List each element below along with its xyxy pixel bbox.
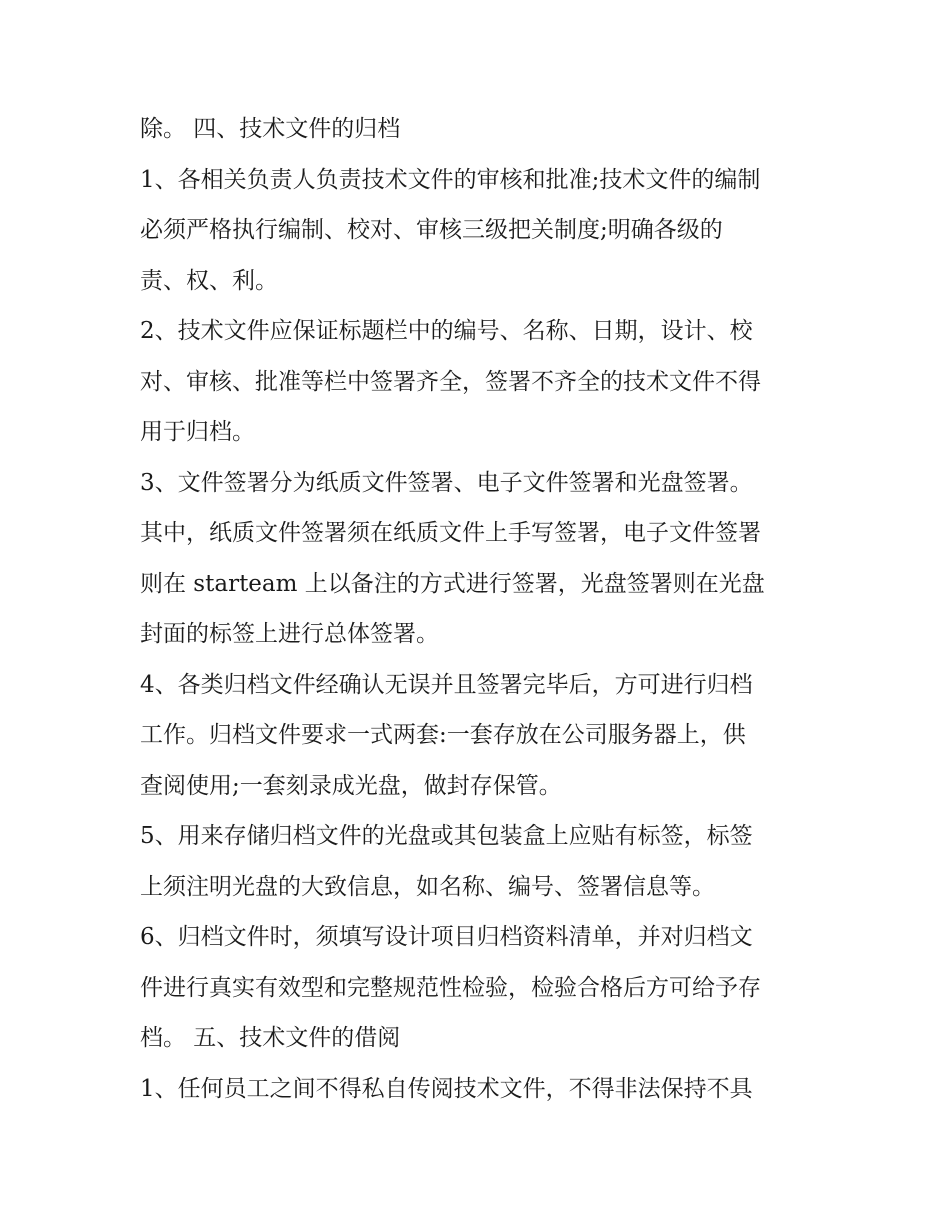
text-line: 6、归档文件时，须填写设计项目归档资料清单，并对归档文 — [140, 924, 753, 950]
text-line: 其中，纸质文件签署须在纸质文件上手写签署，电子文件签署 — [140, 520, 761, 546]
text-line: 责、权、利。 — [140, 267, 278, 294]
text-line: 封面的标签上进行总体签署。 — [140, 621, 439, 647]
text-line: 上须注明光盘的大致信息，如名称、编号、签署信息等。 — [140, 873, 715, 900]
text-line: 必须严格执行编制、校对、审核三级把关制度;明确各级的 — [140, 217, 723, 243]
text-line: 档。 五、技术文件的借阅 — [140, 1025, 401, 1051]
text-line: 4、各类归档文件经确认无误并且签署完毕后，方可进行归档 — [140, 671, 753, 698]
text-line: 1、各相关负责人负责技术文件的审核和批准;技术文件的编制 — [140, 166, 761, 193]
text-line: 则在 starteam 上以备注的方式进行签署，光盘签署则在光盘 — [140, 570, 765, 597]
text-line: 5、用来存储归档文件的光盘或其包装盒上应贴有标签，标签 — [140, 823, 753, 849]
text-line: 除。 四、技术文件的归档 — [140, 116, 401, 142]
text-line: 2、技术文件应保证标题栏中的编号、名称、日期，设计、校 — [140, 318, 753, 344]
text-line: 件进行真实有效型和完整规范性检验，检验合格后方可给予存 — [140, 974, 761, 1001]
text-line: 查阅使用;一套刻录成光盘，做封存保管。 — [140, 772, 562, 799]
text-line: 3、文件签署分为纸质文件签署、电子文件签署和光盘签署。 — [140, 469, 753, 496]
text-line: 1、任何员工之间不得私自传阅技术文件，不得非法保持不具 — [140, 1075, 753, 1102]
text-line: 对、审核、批准等栏中签署齐全，签署不齐全的技术文件不得 — [140, 368, 761, 395]
document-body — [140, 104, 820, 1114]
text-line: 工作。归档文件要求一式两套:一套存放在公司服务器上，供 — [140, 722, 746, 748]
text-line: 用于归档。 — [140, 419, 255, 445]
